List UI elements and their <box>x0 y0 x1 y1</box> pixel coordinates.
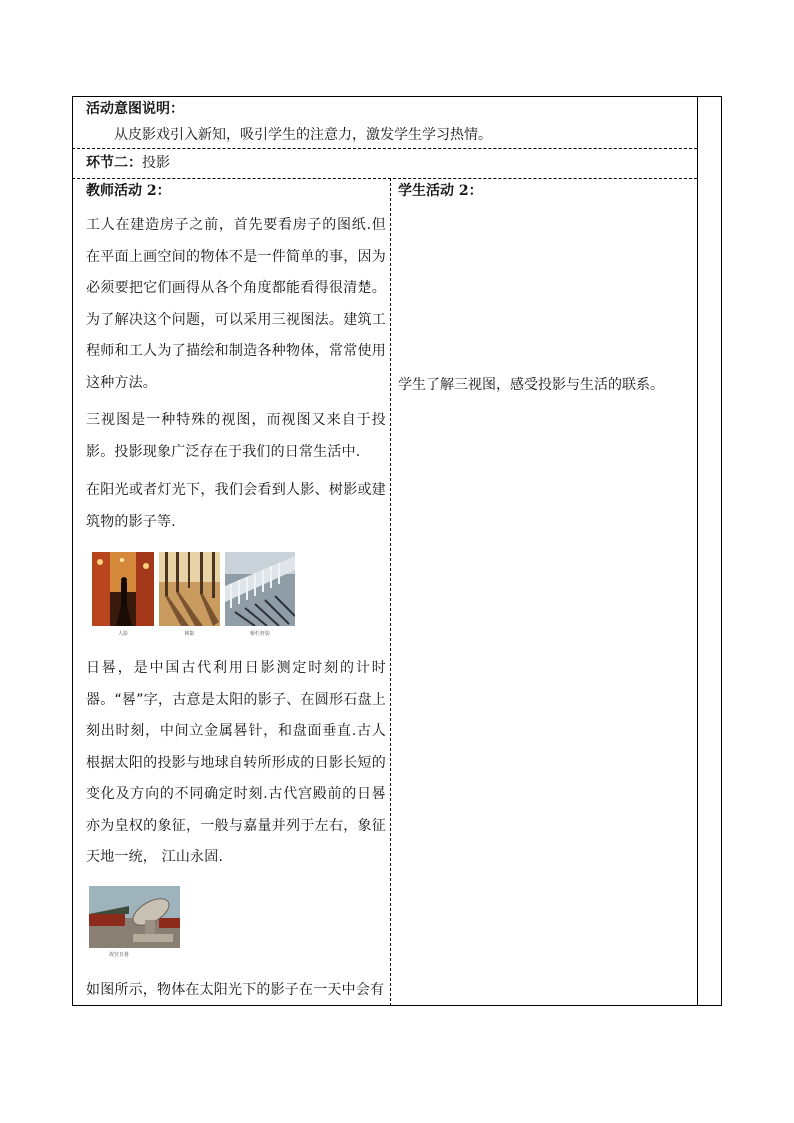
sundial-photo <box>89 886 180 948</box>
tree-shadow-photo <box>159 552 220 626</box>
caption-sundial: 故宫日晷 <box>108 952 129 958</box>
teacher-paragraph-4: 日晷，是中国古代利用日影测定时刻的计时器。“晷”字，古意是太阳的影子、在圆形石盘上刻出时刻，中间立金属晷针，和盘面垂直.古人根据太阳的投影与地球自转所形成的日影长短的变化及方向的不同确定时刻.古代宫殿前的日晷亦为皇权的象征，一般与嘉量并列于左右，象征天地一统， 江山永固. <box>86 660 386 865</box>
caption-tree-shadow: 树影 <box>184 631 195 637</box>
section-name: 投影 <box>142 155 170 171</box>
caption-person-shadow: 人影 <box>117 631 128 637</box>
railing-shadow-photo <box>225 552 295 626</box>
person-shadow-photo <box>92 552 154 626</box>
row-divider <box>72 148 697 149</box>
section-title <box>86 152 170 174</box>
intent-text: 从皮影戏引入新知，吸引学生的注意力，激发学生学习热情。 <box>114 127 492 143</box>
intent-heading: 活动意图说明： <box>86 101 184 117</box>
student-heading: 学生活动 2： <box>398 183 483 199</box>
caption-railing-shadow: 桥栏杆影 <box>249 631 270 637</box>
section-number: 环节二： <box>86 155 142 171</box>
row-divider <box>72 178 697 179</box>
teacher-paragraph-5: 如图所示，物体在太阳光下的影子在一天中会有 <box>86 982 385 998</box>
teacher-paragraph-2: 三视图是一种特殊的视图，而视图又来自于投影。投影现象广泛存在于我们的日常生活中. <box>86 412 386 460</box>
teacher-paragraph-1: 工人在建造房子之前，首先要看房子的图纸.但在平面上画空间的物体不是一件简单的事，因为必须要把它们画得从各个角度都能看得很清楚。为了解决这个问题，可以采用三视图法。建筑工程师和工人为了描绘和制造各种物体，常常使用这种方法。 <box>86 217 386 391</box>
teacher-paragraph-3: 在阳光或者灯光下，我们会看到人影、树影或建筑物的影子等. <box>86 482 386 530</box>
student-text: 学生了解三视图，感受投影与生活的联系。 <box>398 377 664 393</box>
right-column-border <box>697 96 698 1006</box>
column-divider <box>390 178 391 1006</box>
teacher-heading: 教师活动 2： <box>86 183 171 199</box>
